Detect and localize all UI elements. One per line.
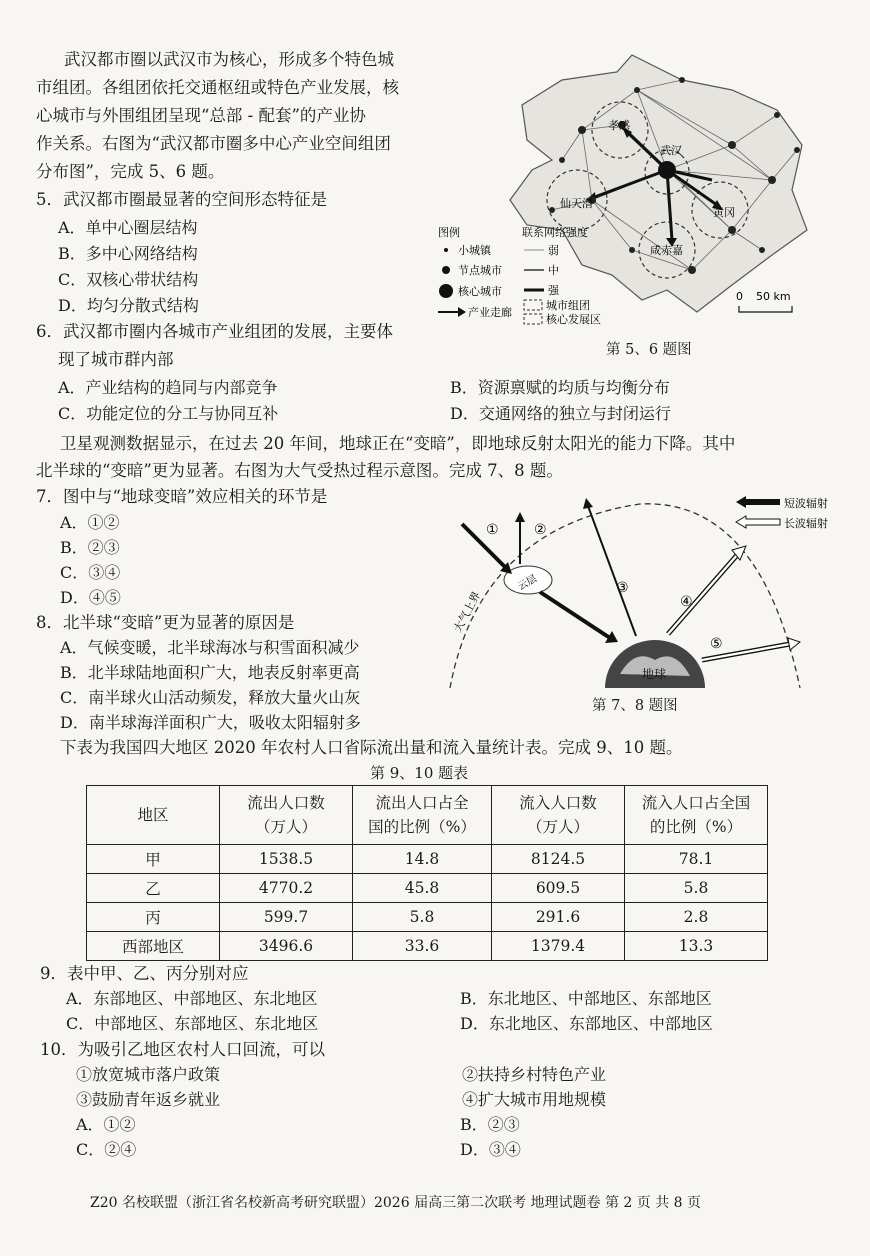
table-header-row (87, 786, 768, 845)
cell-in-share: 13.3 (625, 932, 768, 961)
table-row (87, 903, 768, 932)
label-xianchijia: 咸赤嘉 (650, 244, 683, 257)
cell-region: 乙 (87, 874, 220, 903)
q6-option-d[interactable]: D．交通网络的独立与封闭运行 (450, 404, 671, 423)
legend-medium: 中 (548, 264, 559, 277)
cell-out-count: 4770.2 (220, 874, 353, 903)
sec3-intro: 下表为我国四大地区 2020 年农村人口省际流出量和流入量统计表。完成 9、10 题。 (60, 738, 683, 757)
header-out-count-unit: （万人） (254, 818, 317, 836)
legend-city-cluster: 城市组团 (546, 299, 590, 312)
cell-out-count: 599.7 (220, 903, 353, 932)
table-row (87, 932, 768, 961)
legend-small-town: 小城镇 (458, 244, 491, 257)
intro-line-2: 市组团。各组团依托交通枢纽或特色产业发展，核 (36, 78, 399, 97)
legend-node-city: 节点城市 (458, 264, 502, 277)
legend-title: 图例 (438, 226, 460, 239)
migration-table (86, 785, 768, 961)
q6-stem-line-1: 6．武汉都市圈内各城市产业组团的发展，主要体 (36, 322, 393, 341)
cell-out-share: 14.8 (353, 845, 492, 874)
cell-in-share: 5.8 (625, 874, 768, 903)
q6-option-c[interactable]: C．功能定位的分工与协同互补 (58, 404, 279, 423)
header-out-count: 流出人口数 (247, 794, 325, 812)
sec2-intro-line-2: 北半球的“变暗”更为显著。右图为大气受热过程示意图。完成 7、8 题。 (36, 461, 563, 480)
q8-option-b[interactable]: B．北半球陆地面积广大，地表反射率更高 (60, 663, 360, 682)
marker-3: ③ (616, 580, 629, 596)
cell-region: 甲 (87, 845, 220, 874)
q9-option-d[interactable]: D．东北地区、东部地区、中部地区 (460, 1014, 713, 1033)
q8-option-d[interactable]: D．南半球海洋面积广大，吸收太阳辐射多 (60, 713, 361, 732)
label-wuhan: 武汉 (660, 144, 682, 157)
q10-option-b[interactable]: B．②③ (460, 1115, 520, 1134)
label-huanggang: 黄冈 (713, 206, 735, 219)
cell-region: 丙 (87, 903, 220, 932)
label-xiaogan: 孝感 (608, 119, 630, 132)
header-out-share: 流出人口占全 (375, 794, 469, 812)
q10-option-c[interactable]: C．②④ (76, 1140, 137, 1159)
q5-option-c[interactable]: C．双核心带状结构 (58, 270, 199, 289)
cell-in-count: 609.5 (492, 874, 625, 903)
q6-option-a[interactable]: A．产业结构的趋同与内部竞争 (58, 378, 278, 397)
legend-core-zone: 核心发展区 (546, 313, 601, 326)
cell-out-count: 1538.5 (220, 845, 353, 874)
q5-option-d[interactable]: D．均匀分散式结构 (58, 296, 199, 315)
header-region: 地区 (137, 806, 169, 824)
legend-corridor: 产业走廊 (468, 306, 512, 319)
intro-line-5: 分布图”，完成 5、6 题。 (36, 162, 225, 181)
q8-option-c[interactable]: C．南半球火山活动频发，释放大量火山灰 (60, 688, 361, 707)
q5-option-b[interactable]: B．多中心网络结构 (58, 244, 198, 263)
cell-out-share: 45.8 (353, 874, 492, 903)
q10-item-1: ①放宽城市落户政策 (76, 1065, 221, 1084)
header-in-count: 流入人口数 (519, 794, 597, 812)
cell-out-share: 5.8 (353, 903, 492, 932)
q7-stem: 7．图中与“地球变暗”效应相关的环节是 (36, 487, 328, 506)
legend-core-city: 核心城市 (458, 285, 502, 298)
table-row (87, 845, 768, 874)
cell-in-count: 8124.5 (492, 845, 625, 874)
short-wave-legend-arrow (736, 496, 780, 508)
q9-stem: 9．表中甲、乙、丙分别对应 (40, 964, 249, 983)
wuhan-core-node (658, 161, 676, 179)
q10-item-4: ④扩大城市用地规模 (462, 1090, 607, 1109)
q9-option-c[interactable]: C．中部地区、东部地区、东北地区 (66, 1014, 319, 1033)
q10-item-2: ②扶持乡村特色产业 (462, 1065, 607, 1084)
cell-out-share: 33.6 (353, 932, 492, 961)
legend-weak: 弱 (548, 244, 559, 257)
q7-option-a[interactable]: A．①② (60, 513, 120, 532)
marker-5: ⑤ (710, 636, 723, 652)
marker-2: ② (534, 522, 547, 538)
header-out-share-unit: 国的比例（%） (368, 818, 476, 836)
q10-item-3: ③鼓励青年返乡就业 (76, 1090, 221, 1109)
cell-out-count: 3496.6 (220, 932, 353, 961)
cell-in-share: 2.8 (625, 903, 768, 932)
table-title: 第 9、10 题表 (370, 764, 469, 782)
legend-strength-title: 联系网络强度 (522, 226, 588, 239)
q6-stem-line-2: 现了城市群内部 (58, 350, 174, 369)
label-xiantianqian: 仙天潜 (560, 197, 593, 210)
q10-stem: 10．为吸引乙地区农村人口回流，可以 (40, 1040, 325, 1059)
diagram-caption: 第 7、8 题图 (592, 698, 678, 714)
intro-line-4: 作关系。右图为“武汉都市圈多中心产业空间组团 (36, 134, 391, 153)
q9-option-a[interactable]: A．东部地区、中部地区、东北地区 (66, 989, 318, 1008)
legend-strong: 强 (548, 284, 559, 297)
legend-long-wave: 长波辐射 (784, 517, 828, 530)
q7-option-c[interactable]: C．③④ (60, 563, 121, 582)
q8-stem: 8．北半球“变暗”更为显著的原因是 (36, 613, 295, 632)
scale-label: 50 km (756, 290, 791, 303)
cell-in-share: 78.1 (625, 845, 768, 874)
q9-option-b[interactable]: B．东北地区、中部地区、东部地区 (460, 989, 712, 1008)
q5-option-a[interactable]: A．单中心圈层结构 (58, 218, 198, 237)
q7-option-d[interactable]: D．④⑤ (60, 588, 121, 607)
cell-in-count: 291.6 (492, 903, 625, 932)
scale-zero: 0 (736, 290, 743, 303)
marker-1: ① (486, 522, 499, 538)
intro-line-3: 心城市与外围组团呈现“总部 - 配套”的产业协 (36, 106, 366, 125)
q8-option-a[interactable]: A．气候变暖，北半球海冰与积雪面积减少 (60, 638, 360, 657)
earth-label: 地球 (642, 667, 667, 681)
atmosphere-label: 大气上界 (451, 589, 484, 635)
cloud-label: 云层 (516, 573, 539, 593)
page-footer: Z20 名校联盟（浙江省名校新高考研究联盟）2026 届高三第二次联考 地理试题卷 第 2 页 共 8 页 (90, 1195, 702, 1211)
table-row (87, 874, 768, 903)
long-wave-legend-arrow (736, 516, 780, 528)
header-in-count-unit: （万人） (526, 818, 589, 836)
q6-option-b[interactable]: B．资源禀赋的均质与均衡分布 (450, 378, 670, 397)
legend-short-wave: 短波辐射 (784, 497, 828, 510)
map-caption: 第 5、6 题图 (606, 342, 692, 358)
header-in-share-unit: 的比例（%） (649, 818, 743, 836)
cell-in-count: 1379.4 (492, 932, 625, 961)
q7-option-b[interactable]: B．②③ (60, 538, 120, 557)
sec2-intro-line-1: 卫星观测数据显示，在过去 20 年间，地球正在“变暗”，即地球反射太阳光的能力下降。其中 (60, 434, 736, 453)
cell-region: 西部地区 (87, 932, 220, 961)
atmosphere-heating-diagram (440, 488, 840, 688)
q5-stem: 5．武汉都市圈最显著的空间形态特征是 (36, 190, 327, 209)
marker-4: ④ (680, 594, 693, 610)
intro-line-1: 武汉都市圈以武汉市为核心，形成多个特色城 (64, 50, 394, 69)
q10-option-d[interactable]: D．③④ (460, 1140, 521, 1159)
wuhan-metro-map (432, 50, 812, 330)
q10-option-a[interactable]: A．①② (76, 1115, 136, 1134)
header-in-share: 流入人口占全国 (641, 794, 751, 812)
